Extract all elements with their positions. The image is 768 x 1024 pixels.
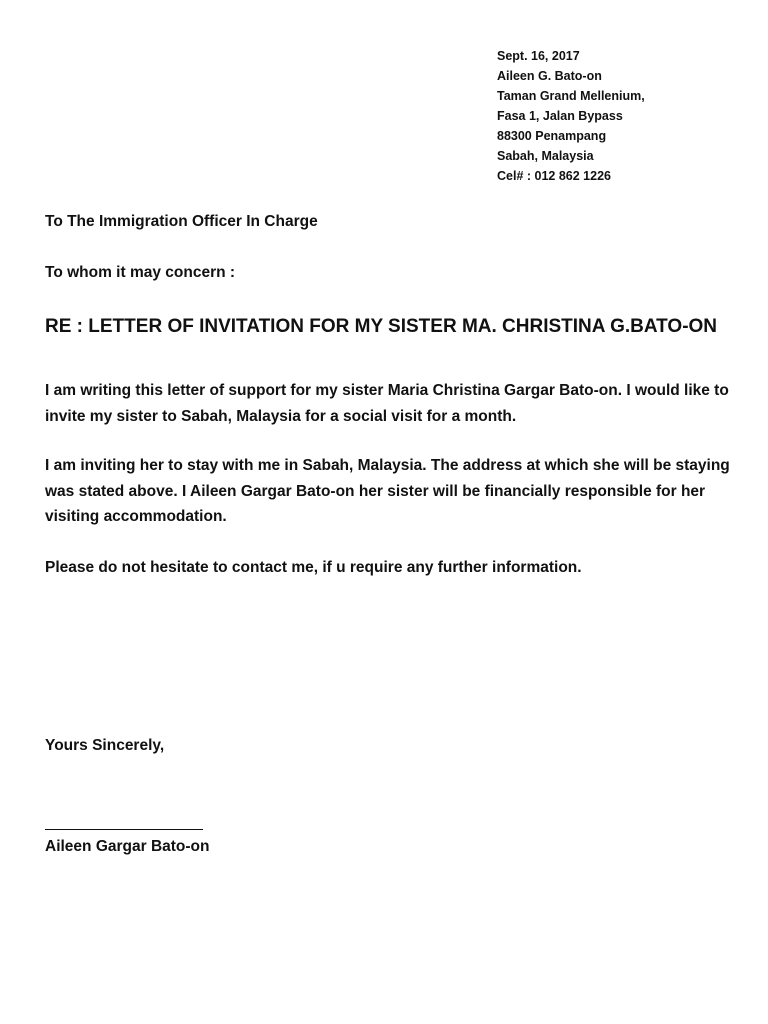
body-paragraph: I am writing this letter of support for my sister Maria Christina Gargar Bato-on. I would like to invite my sister to Sabah, Malaysia for a social visit for a month. [45,382,729,425]
letter-date: Sept. 16, 2017 [497,49,580,63]
sender-address-line: Taman Grand Mellenium, [497,89,645,103]
body-paragraph: I am inviting her to stay with me in Sabah, Malaysia. The address at which she will be staying was stated above. I Aileen Gargar Bato-on her sister will be financially responsible for her visiting accommodation. [45,457,730,525]
sender-address-line: Fasa 1, Jalan Bypass [497,109,623,123]
salutation: To whom it may concern : [45,264,236,281]
closing: Yours Sincerely, [45,737,165,754]
sender-name: Aileen G. Bato-on [497,69,602,83]
body-paragraph: Please do not hesitate to contact me, if u require any further information. [45,559,582,576]
signer-name: Aileen Gargar Bato-on [45,838,210,855]
subject-line: RE : LETTER OF INVITATION FOR MY SISTER MA. CHRISTINA G.BATO-ON [45,316,718,337]
sender-address-line: Sabah, Malaysia [497,149,594,163]
sender-address-line: 88300 Penampang [497,129,607,143]
signature-line [45,829,203,830]
sender-address-block [497,46,747,186]
sender-phone: Cel# : 012 862 1226 [497,169,611,183]
recipient-line: To The Immigration Officer In Charge [45,213,318,230]
